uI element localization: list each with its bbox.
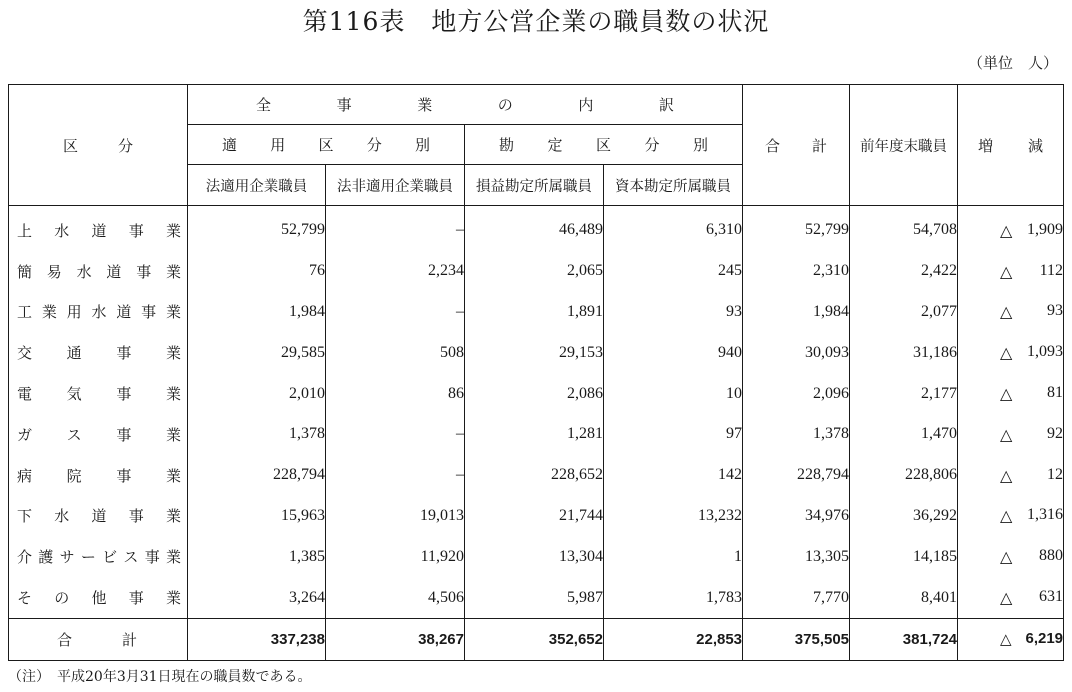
table-row [9, 536, 1064, 577]
table-row [9, 206, 1064, 251]
cell-value: 22,853 [604, 618, 743, 660]
cell-value: 10 [604, 373, 743, 414]
cell-value: 13,305 [743, 536, 850, 577]
cell-value: 1,378 [743, 414, 850, 455]
diff-value: 12 [1047, 465, 1064, 483]
cell-value: 508 [326, 332, 465, 373]
row-label: 簡 易 水 道 事 業 [9, 251, 188, 292]
table-row [9, 251, 1064, 292]
header-zennendo: 前年度末職員 [850, 85, 958, 206]
cell-value: 1,378 [188, 414, 326, 455]
table-row [9, 414, 1064, 455]
decrease-triangle-icon: △ [1000, 547, 1013, 567]
cell-value: 34,976 [743, 496, 850, 537]
cell-value: – [326, 206, 465, 251]
row-label: 交 通 事 業 [9, 332, 188, 373]
cell-value: 2,077 [850, 292, 958, 333]
table-row [9, 455, 1064, 496]
cell-diff [958, 251, 1064, 292]
header-col-hihotekiyo: 法非適用企業職員 [326, 165, 465, 206]
diff-value: 880 [1039, 547, 1064, 565]
cell-value: 2,086 [465, 373, 604, 414]
cell-value: 52,799 [188, 206, 326, 251]
diff-value: 81 [1047, 384, 1064, 402]
unit-label: （単位 人） [967, 54, 1058, 72]
diff-value: 1,909 [1027, 220, 1064, 238]
cell-value: 337,238 [188, 618, 326, 660]
cell-value: 1,783 [604, 577, 743, 618]
cell-value: 52,799 [743, 206, 850, 251]
row-label: 下 水 道 事 業 [9, 496, 188, 537]
cell-value: – [326, 414, 465, 455]
header-gokei: 合 計 [743, 85, 850, 206]
diff-value: 93 [1047, 302, 1064, 320]
page-title: 第116表 地方公営企業の職員数の状況 [302, 7, 770, 36]
cell-value: 1,984 [188, 292, 326, 333]
cell-value: 1,281 [465, 414, 604, 455]
decrease-triangle-icon: △ [1000, 384, 1013, 404]
diff-value: 1,093 [1027, 343, 1064, 361]
row-label: ガ ス 事 業 [9, 414, 188, 455]
cell-value: 19,013 [326, 496, 465, 537]
decrease-triangle-icon: △ [1000, 506, 1013, 526]
table-row [9, 577, 1064, 618]
diff-value: 112 [1039, 261, 1064, 279]
cell-diff [958, 536, 1064, 577]
row-label: 電 気 事 業 [9, 373, 188, 414]
total-row [9, 618, 1064, 660]
cell-value: 940 [604, 332, 743, 373]
cell-value: 228,652 [465, 455, 604, 496]
header-col-shihon: 資本勘定所属職員 [604, 165, 743, 206]
row-label: そ の 他 事 業 [9, 577, 188, 618]
cell-value: 14,185 [850, 536, 958, 577]
cell-value: 1,891 [465, 292, 604, 333]
row-label: 工 業 用 水 道 事 業 [9, 292, 188, 333]
cell-value: 1,984 [743, 292, 850, 333]
cell-value: 86 [326, 373, 465, 414]
diff-value: 1,316 [1027, 506, 1064, 524]
cell-diff [958, 292, 1064, 333]
cell-value: 1 [604, 536, 743, 577]
table-body [9, 206, 1064, 661]
cell-value: 2,065 [465, 251, 604, 292]
cell-value: 4,506 [326, 577, 465, 618]
footnote: （注） 平成20年3月31日現在の職員数である。 [8, 669, 312, 685]
row-label: 上 水 道 事 業 [9, 206, 188, 251]
table-row [9, 496, 1064, 537]
staff-table [8, 84, 1064, 661]
cell-value: 142 [604, 455, 743, 496]
cell-diff [958, 618, 1064, 660]
cell-value: 97 [604, 414, 743, 455]
cell-value: 2,010 [188, 373, 326, 414]
cell-diff [958, 373, 1064, 414]
cell-value: 93 [604, 292, 743, 333]
row-label: 病 院 事 業 [9, 455, 188, 496]
cell-value: 7,770 [743, 577, 850, 618]
header-kanjo: 勘 定 区 分 別 [465, 125, 743, 165]
cell-diff [958, 414, 1064, 455]
cell-value: 11,920 [326, 536, 465, 577]
decrease-triangle-icon: △ [1000, 220, 1013, 240]
header-zogen: 増 減 [958, 85, 1064, 206]
header-col-hotekiyo: 法適用企業職員 [188, 165, 326, 206]
cell-value: 31,186 [850, 332, 958, 373]
cell-value: 54,708 [850, 206, 958, 251]
cell-value: 1,385 [188, 536, 326, 577]
cell-value: 76 [188, 251, 326, 292]
cell-diff [958, 455, 1064, 496]
cell-value: 2,234 [326, 251, 465, 292]
cell-value: 21,744 [465, 496, 604, 537]
cell-value: 2,310 [743, 251, 850, 292]
cell-diff [958, 206, 1064, 251]
table-row [9, 292, 1064, 333]
cell-value: 381,724 [850, 618, 958, 660]
cell-diff [958, 332, 1064, 373]
cell-value: 15,963 [188, 496, 326, 537]
cell-value: 38,267 [326, 618, 465, 660]
cell-value: 46,489 [465, 206, 604, 251]
diff-value: 92 [1047, 424, 1064, 442]
header-kubun: 区 分 [9, 85, 188, 206]
cell-value: 228,794 [188, 455, 326, 496]
row-label: 介 護 サ ー ビ ス 事 業 [9, 536, 188, 577]
cell-value: 8,401 [850, 577, 958, 618]
cell-value: 228,806 [850, 455, 958, 496]
cell-value: – [326, 292, 465, 333]
header-col-soneki: 損益勘定所属職員 [465, 165, 604, 206]
decrease-triangle-icon: △ [1000, 630, 1012, 649]
header-zen-jigyo: 全 事 業 の 内 訳 [188, 85, 743, 125]
table-row [9, 373, 1064, 414]
cell-value: 352,652 [465, 618, 604, 660]
cell-value: 3,264 [188, 577, 326, 618]
cell-value: 36,292 [850, 496, 958, 537]
decrease-triangle-icon: △ [1000, 261, 1013, 281]
cell-value: 2,177 [850, 373, 958, 414]
cell-value: 30,093 [743, 332, 850, 373]
cell-value: 228,794 [743, 455, 850, 496]
cell-diff [958, 496, 1064, 537]
header-tekiyo: 適 用 区 分 別 [188, 125, 465, 165]
decrease-triangle-icon: △ [1000, 343, 1013, 363]
cell-value: 29,585 [188, 332, 326, 373]
cell-value: – [326, 455, 465, 496]
decrease-triangle-icon: △ [1000, 424, 1013, 444]
cell-value: 13,232 [604, 496, 743, 537]
cell-value: 375,505 [743, 618, 850, 660]
cell-value: 6,310 [604, 206, 743, 251]
cell-value: 2,422 [850, 251, 958, 292]
cell-value: 2,096 [743, 373, 850, 414]
cell-value: 13,304 [465, 536, 604, 577]
cell-value: 29,153 [465, 332, 604, 373]
row-label: 合 計 [9, 618, 188, 660]
decrease-triangle-icon: △ [1000, 302, 1013, 322]
decrease-triangle-icon: △ [1000, 588, 1013, 608]
cell-value: 1,470 [850, 414, 958, 455]
cell-value: 5,987 [465, 577, 604, 618]
table-row [9, 332, 1064, 373]
diff-value: 631 [1039, 588, 1064, 606]
decrease-triangle-icon: △ [1000, 465, 1013, 485]
cell-value: 245 [604, 251, 743, 292]
cell-diff [958, 577, 1064, 618]
diff-value: 6,219 [1025, 630, 1064, 648]
